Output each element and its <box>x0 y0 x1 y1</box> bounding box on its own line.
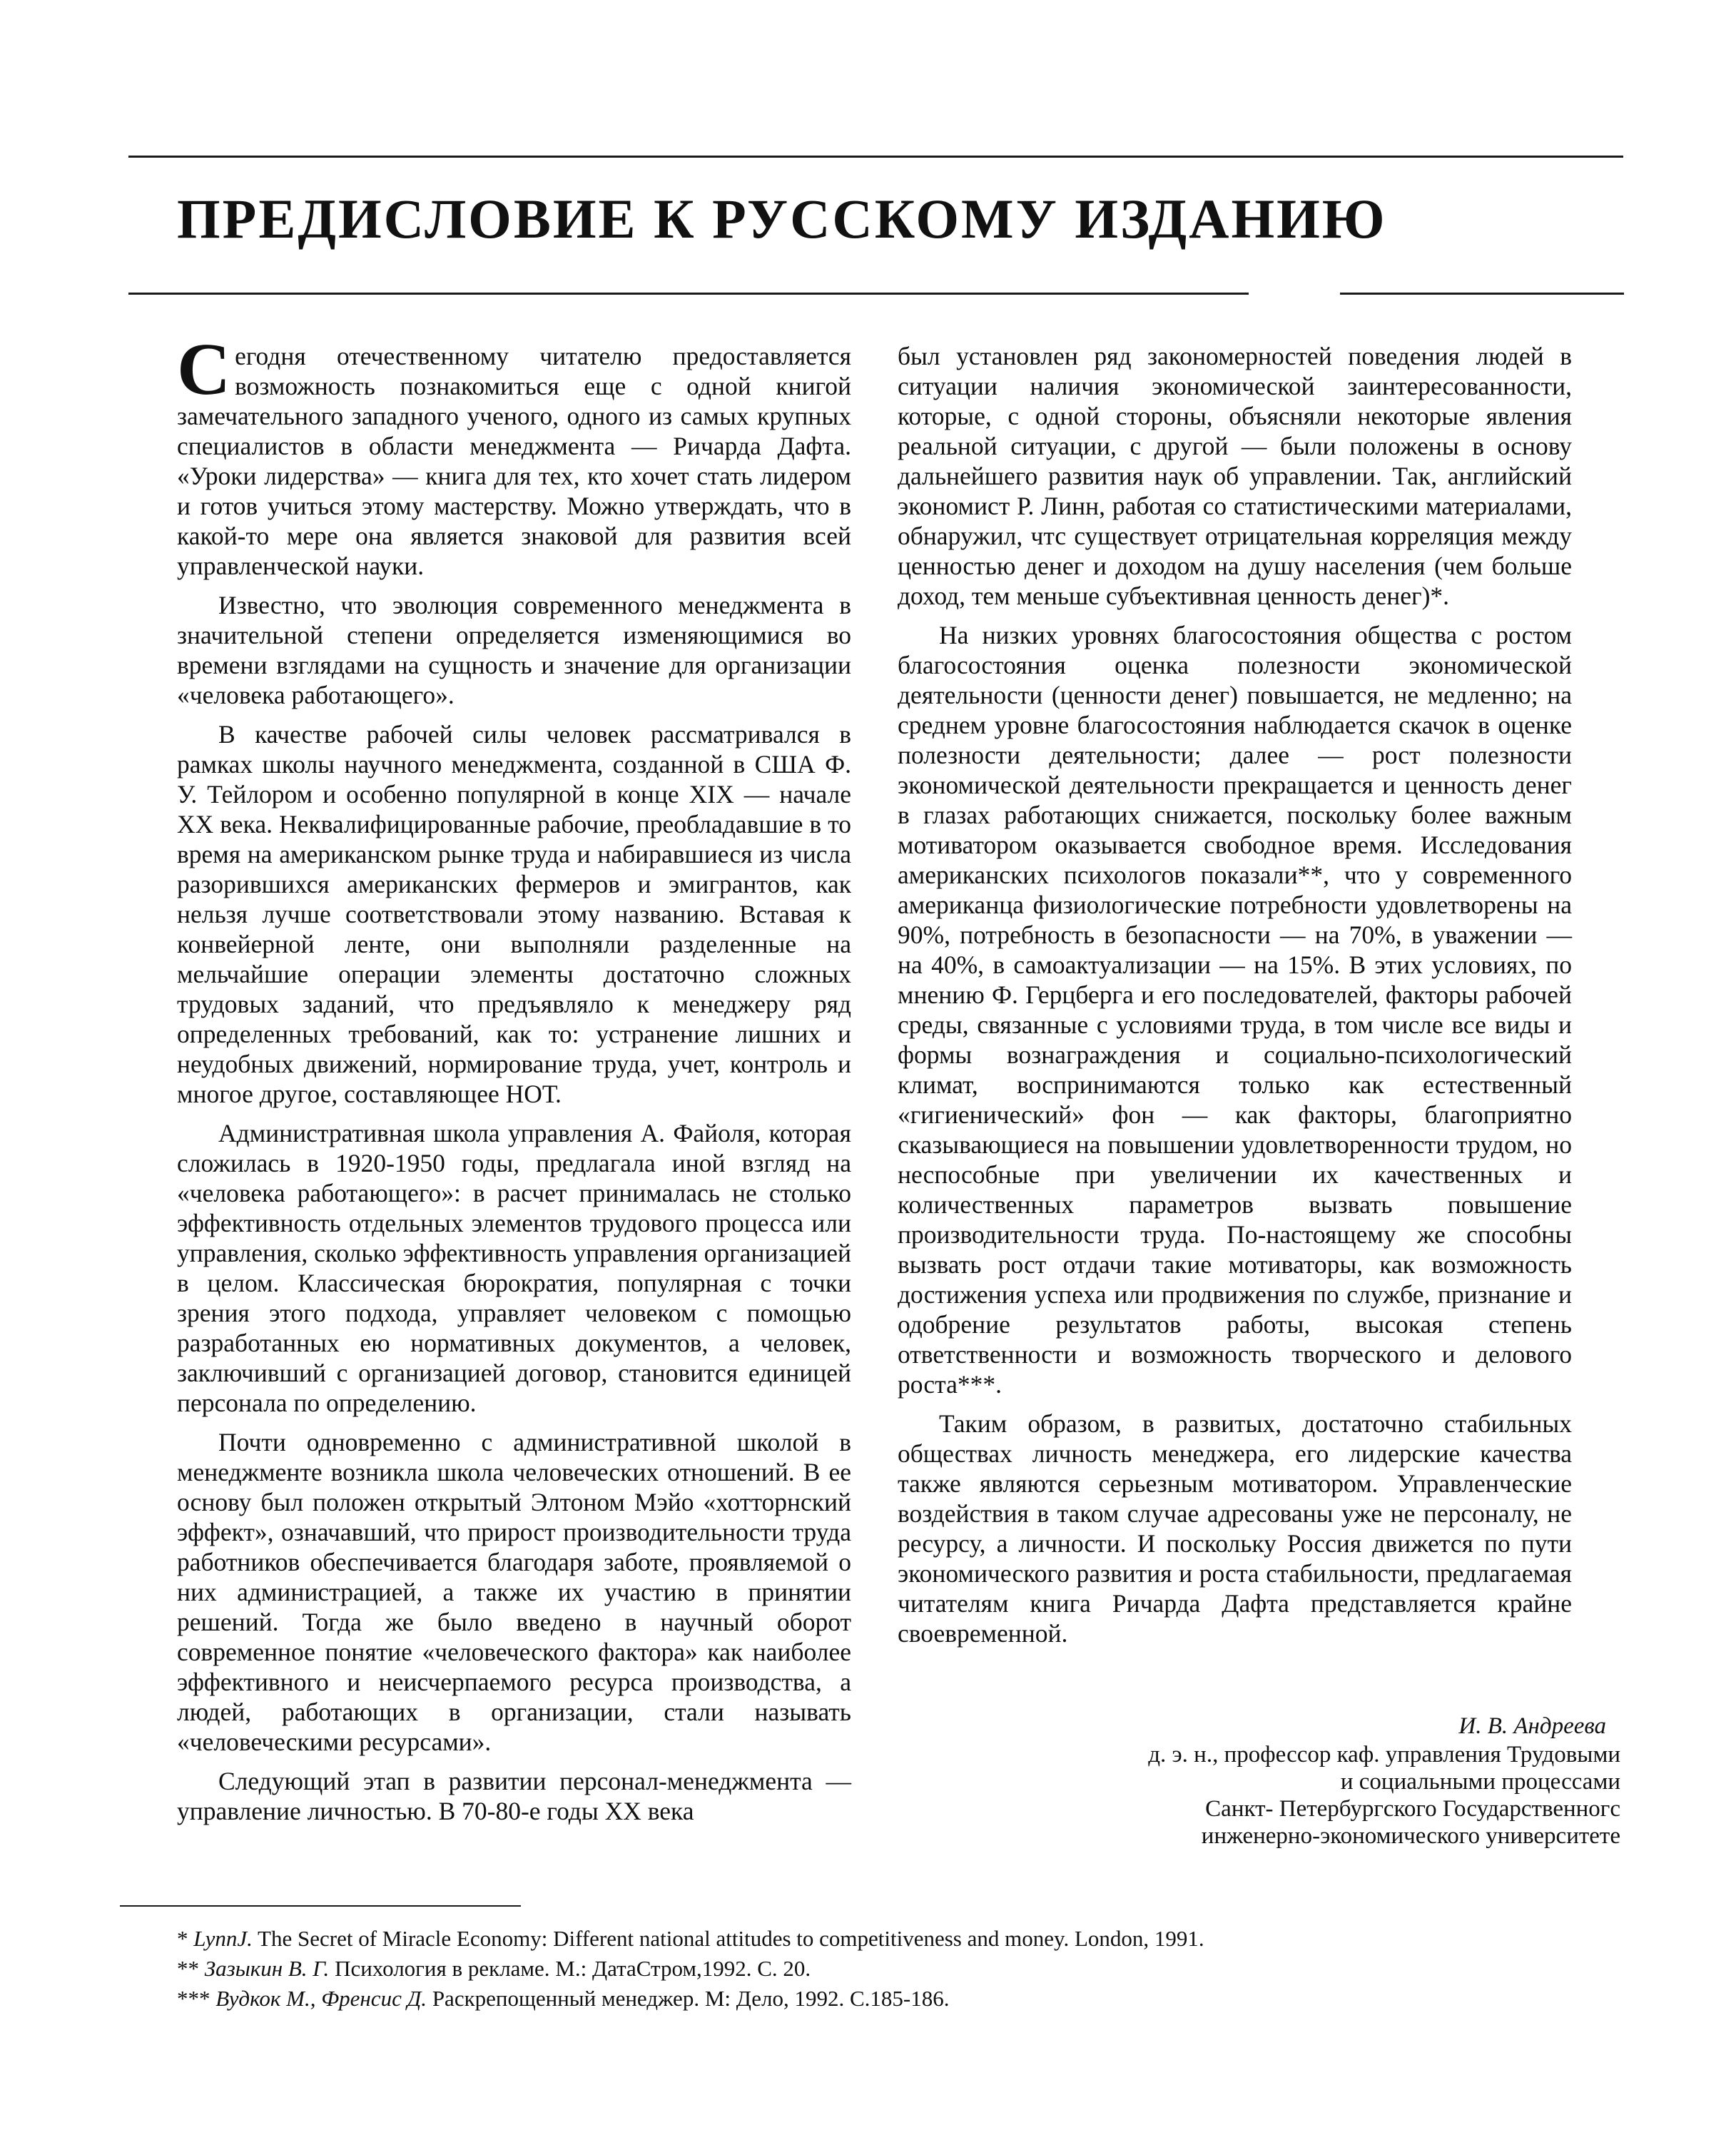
paragraph: На низких уровнях благосостояния общества с ростом благосостояния оценка полезности экономической деятельности (ценности денег) повышается, не медленно; на среднем уровне благосостояния наблюдается скачок в оценке полезности деятельности; далее — рост полезности экономической деятельности прекращается и ценность денег в глазах работающих снижается, поскольку более важным мотиватором оказывается свободное время. Исследования американских психологов показали**, что у современного американца физиологические потребности удовлетворены на 90%, потребность в безопасности — на 70%, в уважении — на 40%, в самоактуализации — на 15%. В этих условиях, по мнению Ф. Герцберга и его последователей, факторы рабочей среды, связанные с условиями труда, в том числе все виды и формы вознаграждения и социально-психологический климат, воспринимаются только как естественный «гигиенический» фон — как факторы, благоприятно сказывающиеся на повышении удовлетворенности трудом, но неспособные при увеличении их качественных и количественных параметров вызвать повышение производительности труда. По-настоящему же способны вызвать рост отдачи такие мотиваторы, как возможность достижения успеха или продвижения по службе, признание и одобрение результатов работы, высокая степень ответственности и возможность творческого и делового роста***. <box>898 621 1572 1399</box>
author-affiliation-line: д. э. н., профессор каф. управления Трудовыми <box>1148 1742 1620 1768</box>
footnote-text: Раскрепощенный менеджер. М: Дело, 1992. С.185-186. <box>432 1986 950 2011</box>
author-name: И. В. Андреева <box>1458 1713 1606 1739</box>
paragraph: Следующий этап в развитии персонал-менеджмента — управление личностью. В 70-80-е годы XX века <box>177 1767 851 1825</box>
page-title: ПРЕДИСЛОВИЕ К РУССКОМУ ИЗДАНИЮ <box>177 188 1387 250</box>
footnote-marker: *** <box>177 1986 210 2011</box>
footnote-author: Вудкок М., Френсис Д. <box>215 1986 427 2011</box>
paragraph <box>177 328 851 581</box>
footnote-author: LynnJ. <box>193 1926 253 1951</box>
footnote <box>177 1924 1533 1954</box>
footnote-separator <box>120 1905 521 1907</box>
author-affiliation-line: и социальными процессами <box>1340 1769 1620 1795</box>
footnote-author: Зазыкин В. Г. <box>204 1956 330 1981</box>
right-column <box>898 341 1572 1658</box>
footnote <box>177 1954 1533 1984</box>
paragraph: Таким образом, в развитых, достаточно стабильных обществах личность менеджера, его лидерские качества также являются серьезным мотиватором. Управленческие воздействия в таком случае адресованы уже не персоналу, не ресурсу, а личности. И поскольку Россия движется по пути экономического развития и роста стабильности, предлагаемая читателям книга Ричарда Дафта представляется крайне своевременной. <box>898 1409 1572 1648</box>
signature-block <box>898 1713 1620 1850</box>
paragraph: Почти одновременно с административной школой в менеджменте возникла школа человеческих отношений. В ее основу был положен открытый Элтоном Мэйо «хотторнский эффект», означавший, что прирост производительности труда работников обеспечивается благодаря заботе, проявляемой о них администрацией, а также их участию в принятии решений. Тогда же было введено в научный оборот современное понятие «человеческого фактора» как наиболее эффективного и неисчерпаемого ресурса производства, а людей, работающих в организации, стали называть «человеческими ресурсами». <box>177 1428 851 1756</box>
paragraph-text: егодня отечественному читателю предоставляется возможность познакомиться еще с одной книгой замечательного западного ученого, одного из самых крупных специалистов в области менеджмента — Ричарда Дафта. «Уроки лидерства» — книга для тех, кто хочет стать лидером и готов учиться этому мастерству. Можно утверждать, что в какой-то мере она является знаковой для развития всей управленческой науки. <box>177 342 851 580</box>
left-column <box>177 328 851 1835</box>
title-underline-left <box>128 293 1249 295</box>
drop-cap: C <box>177 328 231 410</box>
paragraph: был установлен ряд закономерностей поведения людей в ситуации наличия экономической заинтересованности, которые, с одной стороны, объясняли некоторые явления реальной ситуации, с другой — были положены в основу дальнейшего развития наук об управлении. Так, английский экономист Р. Линн, работая со статистическими материалами, обнаружил, чтс существует отрицательная корреляция между ценностью денег и доходом на душу населения (чем больше доход, тем меньше субъективная ценность денег)*. <box>898 342 1572 610</box>
author-affiliation-line: Санкт- Петербургского Государственногс <box>1205 1796 1620 1822</box>
footnote-text: Психология в рекламе. М.: ДатаСтром,1992. С. 20. <box>335 1956 811 1981</box>
paragraph: Административная школа управления А. Файоля, которая сложилась в 1920-1950 годы, предлагала иной взгляд на «человека работающего»: в расчет принималась не столько эффективность отдельных элементов трудового процесса или управления, сколько эффективность управления организацией в целом. Классическая бюрократия, популярная с точки зрения этого подхода, управляет человеком с помощью разработанных ею нормативных документов, а человек, заключивший с организацией договор, становится единицей персонала по определению. <box>177 1119 851 1417</box>
paragraph: В качестве рабочей силы человек рассматривался в рамках школы научного менеджмента, созданной в США Ф. У. Тейлором и особенно популярной в конце XIX — начале XX века. Неквалифицированные рабочие, преобладавшие в то время на американском рынке труда и набиравшиеся из числа разорившихся американских фермеров и эмигрантов, как нельзя лучше соответствовали этому названию. Вставая к конвейерной ленте, они выполняли разделенные на мельчайшие операции элементы достаточно сложных трудовых заданий, что предъявляло к менеджеру ряд определенных требований, как то: устранение лишних и неудобных движений, нормирование труда, учет, контроль и многое другое, составляющее НОТ. <box>177 720 851 1108</box>
footnote <box>177 1984 1533 2014</box>
footnotes <box>177 1924 1533 2014</box>
author-affiliation-line: инженерно-экономического университете <box>1201 1823 1620 1849</box>
top-rule <box>128 156 1623 158</box>
footnote-text: The Secret of Miracle Economy: Different national attitudes to competitiveness and money. London, 1991. <box>258 1926 1204 1951</box>
footnote-marker: * <box>177 1926 188 1951</box>
title-underline-right <box>1340 293 1624 295</box>
footnote-marker: ** <box>177 1956 199 1981</box>
paragraph: Известно, что эволюция современного менеджмента в значительной степени определяется изменяющимися во времени взглядами на сущность и значение для организации «человека работающего». <box>177 591 851 709</box>
